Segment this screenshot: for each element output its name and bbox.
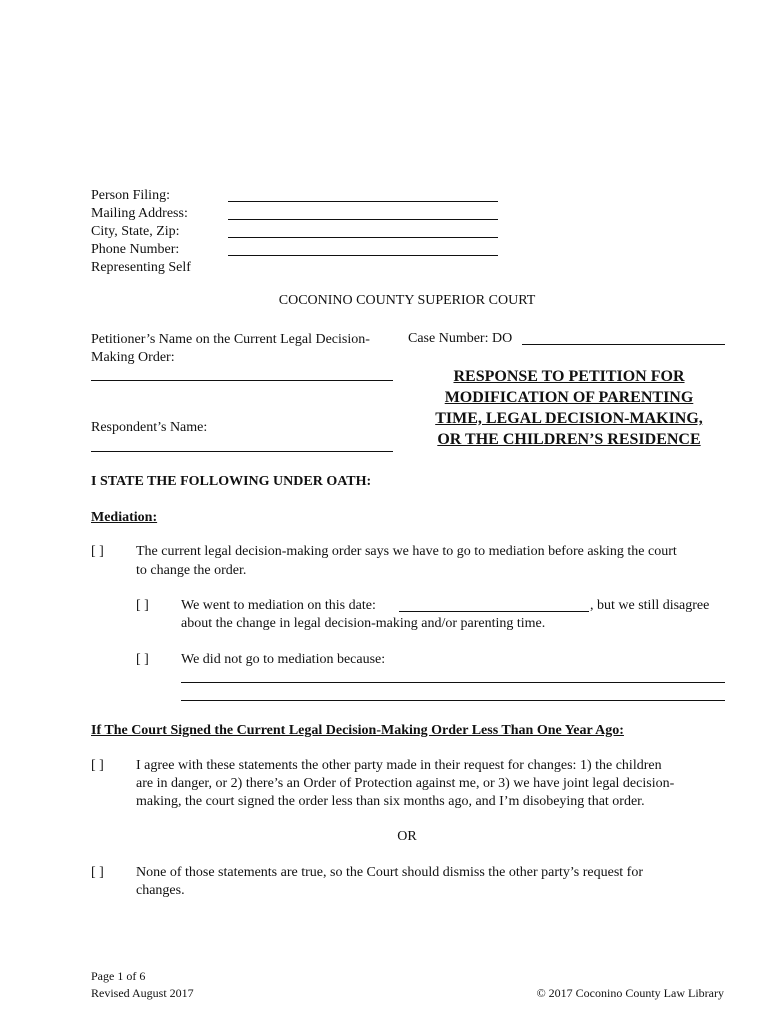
agree-checkbox[interactable]: [ ] bbox=[91, 758, 104, 773]
mediation-date-line2: about the change in legal decision-making and/or parenting time. bbox=[181, 616, 546, 631]
person-filing-label: Person Filing: bbox=[91, 188, 170, 203]
title-line-3: TIME, LEGAL DECISION-MAKING, bbox=[435, 410, 703, 427]
agree-line2: are in danger, or 2) there’s an Order of Protection against me, or 3) we have joint legal decision- bbox=[136, 776, 675, 791]
mediation-checkbox[interactable]: [ ] bbox=[91, 544, 104, 559]
copyright: © 2017 Coconino County Law Library bbox=[536, 986, 724, 1000]
or-separator: OR bbox=[397, 829, 417, 844]
revised-date: Revised August 2017 bbox=[91, 986, 194, 1000]
petitioner-label-line2: Making Order: bbox=[91, 350, 175, 365]
city-state-zip-label: City, State, Zip: bbox=[91, 224, 180, 239]
document-title bbox=[405, 366, 733, 450]
mediation-item-line2: to change the order. bbox=[136, 563, 247, 578]
court-name: COCONINO COUNTY SUPERIOR COURT bbox=[278, 293, 536, 308]
oath-statement: I STATE THE FOLLOWING UNDER OATH: bbox=[91, 474, 372, 489]
no-mediation-reason-field-2[interactable] bbox=[181, 700, 725, 701]
dismiss-line1: None of those statements are true, so the Court should dismiss the other party’s request for bbox=[136, 865, 644, 880]
title-line-4: OR THE CHILDREN’S RESIDENCE bbox=[437, 431, 701, 448]
mediation-item-line1: The current legal decision-making order says we have to go to mediation before asking the court bbox=[136, 544, 677, 559]
phone-number-label: Phone Number: bbox=[91, 242, 180, 257]
agree-line1: I agree with these statements the other party made in their request for changes: 1) the children bbox=[136, 758, 662, 773]
no-mediation-label: We did not go to mediation because: bbox=[181, 652, 386, 667]
representing-self-label: Representing Self bbox=[91, 260, 191, 275]
no-mediation-reason-field-1[interactable] bbox=[181, 682, 725, 683]
mediation-heading: Mediation: bbox=[91, 510, 158, 525]
city-state-zip-field[interactable] bbox=[228, 237, 498, 238]
dismiss-line2: changes. bbox=[136, 883, 185, 898]
no-mediation-checkbox[interactable]: [ ] bbox=[136, 652, 149, 667]
mediation-date-field[interactable] bbox=[399, 611, 589, 612]
case-number-field[interactable] bbox=[522, 344, 725, 345]
petitioner-label-line1: Petitioner’s Name on the Current Legal Decision- bbox=[91, 332, 370, 347]
case-number-label: Case Number: DO bbox=[408, 331, 513, 346]
person-filing-field[interactable] bbox=[228, 201, 498, 202]
respondent-label: Respondent’s Name: bbox=[91, 420, 208, 435]
mediation-date-tail: , but we still disagree bbox=[590, 598, 710, 613]
mailing-address-label: Mailing Address: bbox=[91, 206, 188, 221]
title-line-2: MODIFICATION OF PARENTING bbox=[444, 389, 694, 406]
mediation-date-checkbox[interactable]: [ ] bbox=[136, 598, 149, 613]
one-year-heading: If The Court Signed the Current Legal Decision-Making Order Less Than One Year Ago: bbox=[91, 723, 624, 738]
petitioner-name-field[interactable] bbox=[91, 380, 393, 381]
dismiss-checkbox[interactable]: [ ] bbox=[91, 865, 104, 880]
phone-number-field[interactable] bbox=[228, 255, 498, 256]
mailing-address-field[interactable] bbox=[228, 219, 498, 220]
agree-line3: making, the court signed the order less than six months ago, and I’m disobeying that order. bbox=[136, 794, 645, 809]
page-number: Page 1 of 6 bbox=[91, 969, 146, 983]
title-line-1: RESPONSE TO PETITION FOR bbox=[453, 368, 685, 385]
respondent-name-field[interactable] bbox=[91, 451, 393, 452]
mediation-date-label: We went to mediation on this date: bbox=[181, 598, 376, 613]
